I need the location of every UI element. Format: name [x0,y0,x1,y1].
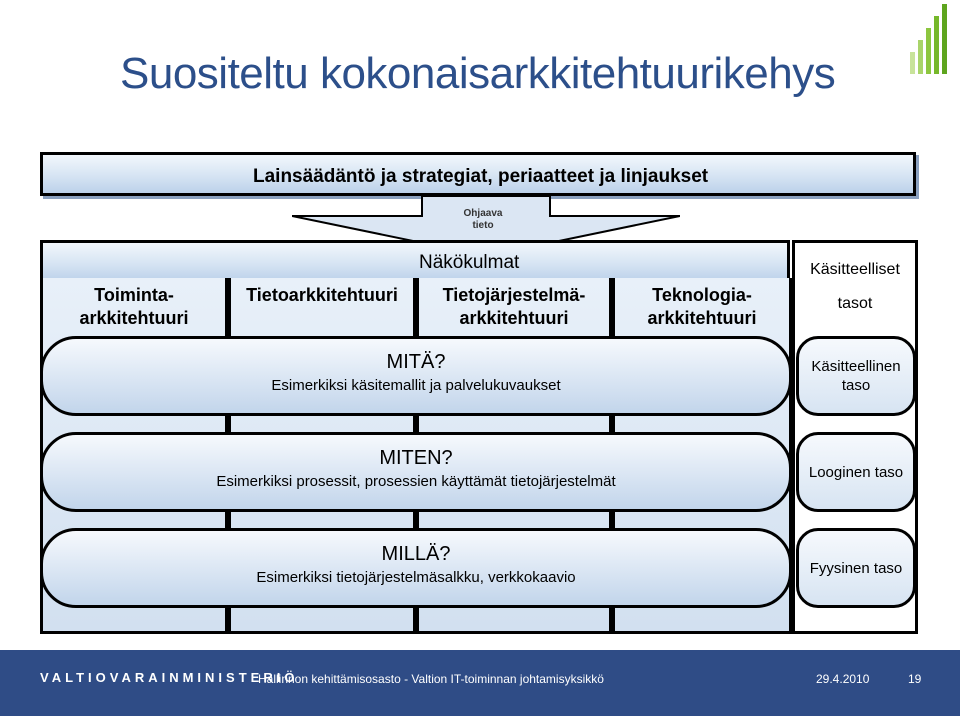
level-conceptual: Käsitteellinen taso [796,336,916,416]
row-question: MITEN? [379,447,453,469]
column-label: Tietoarkkitehtuuri [246,285,398,305]
viewpoints-title: Näkökulmat [419,252,520,273]
column-label: Tietojärjestelmä- arkkitehtuuri [442,285,586,328]
page-title: Suositeltu kokonaisarkkitehtuurikehys [120,49,836,98]
row-question: MILLÄ? [381,543,451,565]
footer-bar [0,650,960,716]
row-with-what [40,528,792,608]
legislation-strategy-label: Lainsäädäntö ja strategiat, periaatteet ja linjaukset [253,166,709,187]
levels-title: Käsitteelliset tasot [810,261,900,312]
architecture-framework-diagram [36,150,920,634]
column-label: Teknologia- arkkitehtuuri [647,285,757,328]
level-logical: Looginen taso [796,432,916,512]
row-example: Esimerkiksi tietojärjestelmäsalkku, verkkokaavio [256,569,576,586]
row-question: MITÄ? [386,351,446,373]
row-how [40,432,792,512]
ministry-name: VALTIOVARAINMINISTERIÖ [40,670,299,685]
row-what [40,336,792,416]
department-text: Hallinnon kehittämisosasto - Valtion IT-toiminnan johtamisyksikkö [258,672,604,686]
level-physical: Fyysinen taso [796,528,916,608]
column-label: Toiminta- arkkitehtuuri [79,285,189,328]
slide-date: 29.4.2010 [816,672,870,686]
legislation-strategy-bar [40,152,916,196]
guiding-info-label: Ohjaava tieto [463,208,503,231]
ministry-logo-bars [906,0,960,74]
page-number: 19 [908,672,922,686]
row-example: Esimerkiksi prosessit, prosessien käyttämät tietojärjestelmät [216,473,616,490]
row-example: Esimerkiksi käsitemallit ja palvelukuvaukset [271,377,561,394]
